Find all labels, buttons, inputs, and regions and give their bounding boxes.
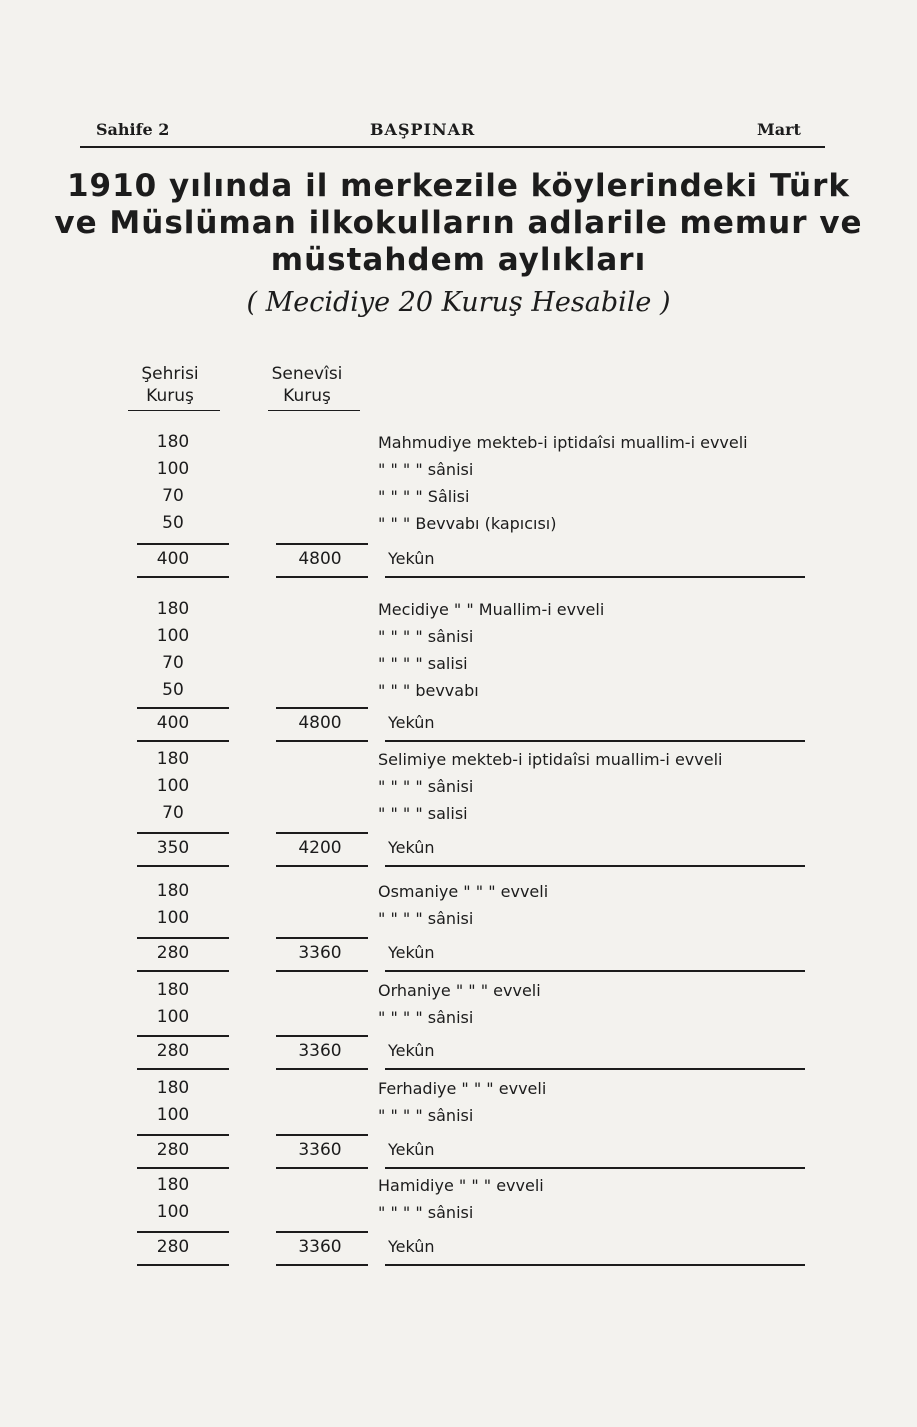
table-rule	[276, 707, 368, 709]
monthly-salary: 350	[156, 838, 190, 858]
monthly-salary: 280	[156, 1041, 190, 1061]
row-description: " " " " sânisi	[378, 627, 474, 646]
monthly-salary: 50	[162, 680, 184, 700]
row-description: Yekûn	[388, 713, 435, 732]
table-rule	[385, 970, 805, 972]
column-header-monthly-line-2: Kuruş	[146, 386, 194, 406]
row-description: " " " Bevvabı (kapıcısı)	[378, 514, 557, 533]
row-description: Yekûn	[388, 1041, 435, 1060]
monthly-salary: 70	[162, 486, 184, 506]
row-description: Yekûn	[388, 838, 435, 857]
title-line-1: 1910 yılında il merkezile köylerindeki Türk	[66, 168, 851, 204]
table-rule	[137, 1231, 229, 1233]
table-rule	[137, 1134, 229, 1136]
table-rule	[137, 832, 229, 834]
monthly-salary: 400	[156, 549, 190, 569]
column-header-monthly	[115, 363, 225, 407]
row-description: " " " " sânisi	[378, 777, 474, 796]
monthly-salary: 180	[156, 599, 190, 619]
column-header-yearly-line-1: Senevîsi	[271, 364, 343, 384]
monthly-salary: 100	[156, 776, 190, 796]
row-description: Yekûn	[388, 549, 435, 568]
monthly-salary: 280	[156, 1140, 190, 1160]
newspaper-name: BAŞPINAR	[370, 120, 476, 139]
monthly-salary: 400	[156, 713, 190, 733]
yearly-salary: 3360	[298, 1041, 342, 1061]
table-rule	[276, 1068, 368, 1070]
yearly-salary: 4800	[298, 549, 342, 569]
monthly-salary: 180	[156, 749, 190, 769]
monthly-salary: 280	[156, 1237, 190, 1257]
table-rule	[137, 576, 229, 578]
table-rule	[137, 970, 229, 972]
monthly-salary: 100	[156, 1105, 190, 1125]
column-header-underline	[128, 410, 220, 411]
issue-month: Mart	[757, 120, 801, 139]
title-line-3: müstahdem aylıkları	[270, 242, 647, 278]
row-description: Mecidiye " " Muallim-i evveli	[378, 600, 605, 619]
yearly-salary: 4200	[298, 838, 342, 858]
row-description: Yekûn	[388, 1237, 435, 1256]
row-description: " " " " sânisi	[378, 1008, 474, 1027]
monthly-salary: 180	[156, 432, 190, 452]
table-rule	[276, 543, 368, 545]
monthly-salary: 180	[156, 881, 190, 901]
row-description: Ferhadiye " " " evveli	[378, 1079, 547, 1098]
row-description: " " " " sânisi	[378, 1106, 474, 1125]
table-rule	[385, 576, 805, 578]
row-description: Hamidiye " " " evveli	[378, 1176, 544, 1195]
row-description: Mahmudiye mekteb-i iptidaîsi muallim-i evveli	[378, 433, 748, 452]
column-header-yearly	[252, 363, 362, 407]
row-description: " " " " sânisi	[378, 909, 474, 928]
subtitle: ( Mecidiye 20 Kuruş Hesabile )	[246, 287, 671, 318]
table-rule	[385, 1167, 805, 1169]
column-header-underline	[268, 410, 360, 411]
row-description: " " " " Sâlisi	[378, 487, 470, 506]
yearly-salary: 3360	[298, 1237, 342, 1257]
table-rule	[276, 1231, 368, 1233]
table-rule	[137, 543, 229, 545]
page-number: Sahife 2	[96, 120, 170, 139]
monthly-salary: 70	[162, 803, 184, 823]
monthly-salary: 50	[162, 513, 184, 533]
monthly-salary: 180	[156, 980, 190, 1000]
yearly-salary: 4800	[298, 713, 342, 733]
yearly-salary: 3360	[298, 943, 342, 963]
table-rule	[276, 865, 368, 867]
monthly-salary: 180	[156, 1078, 190, 1098]
table-rule	[385, 1264, 805, 1266]
table-rule	[276, 1035, 368, 1037]
row-description: " " " bevvabı	[378, 681, 479, 700]
table-rule	[137, 740, 229, 742]
table-rule	[276, 1134, 368, 1136]
row-description: Yekûn	[388, 1140, 435, 1159]
table-rule	[385, 1068, 805, 1070]
title-line-2: ve Müslüman ilkokulların adlarile memur ve	[54, 205, 863, 241]
row-description: Yekûn	[388, 943, 435, 962]
table-rule	[276, 1264, 368, 1266]
table-rule	[276, 740, 368, 742]
table-rule	[137, 1035, 229, 1037]
table-rule	[137, 707, 229, 709]
table-rule	[276, 576, 368, 578]
row-description: " " " " sânisi	[378, 1203, 474, 1222]
table-rule	[276, 1167, 368, 1169]
row-description: " " " " sânisi	[378, 460, 474, 479]
table-rule	[276, 970, 368, 972]
monthly-salary: 100	[156, 459, 190, 479]
monthly-salary: 100	[156, 908, 190, 928]
row-description: Orhaniye " " " evveli	[378, 981, 541, 1000]
monthly-salary: 100	[156, 1007, 190, 1027]
yearly-salary: 3360	[298, 1140, 342, 1160]
row-description: Osmaniye " " " evveli	[378, 882, 549, 901]
column-header-monthly-line-1: Şehrisi	[141, 364, 199, 384]
table-rule	[385, 865, 805, 867]
header-rule	[80, 146, 825, 148]
table-rule	[276, 937, 368, 939]
table-rule	[137, 865, 229, 867]
table-rule	[137, 1264, 229, 1266]
row-description: " " " " salisi	[378, 654, 468, 673]
monthly-salary: 180	[156, 1175, 190, 1195]
row-description: " " " " salisi	[378, 804, 468, 823]
row-description: Selimiye mekteb-i iptidaîsi muallim-i evveli	[378, 750, 723, 769]
table-rule	[137, 937, 229, 939]
monthly-salary: 70	[162, 653, 184, 673]
monthly-salary: 100	[156, 626, 190, 646]
table-rule	[137, 1068, 229, 1070]
table-rule	[385, 740, 805, 742]
monthly-salary: 280	[156, 943, 190, 963]
table-rule	[276, 832, 368, 834]
table-rule	[137, 1167, 229, 1169]
column-header-yearly-line-2: Kuruş	[283, 386, 331, 406]
monthly-salary: 100	[156, 1202, 190, 1222]
